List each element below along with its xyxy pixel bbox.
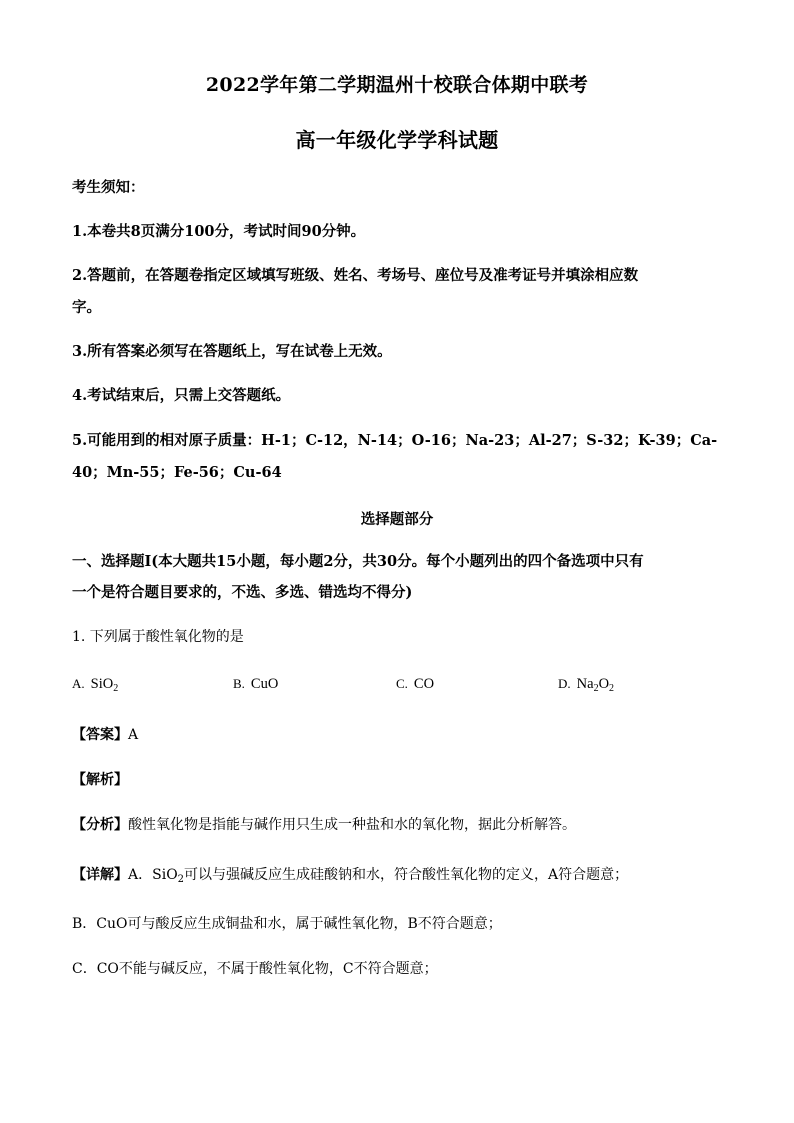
notice-item-5-line2: 40；Mn-55；Fe-56；Cu-64 xyxy=(72,464,282,481)
notice-heading: 考生须知： xyxy=(72,179,145,196)
option-d-formula-part2: O xyxy=(598,676,610,692)
question-1-stem: 1. 下列属于酸性氧化物的是 xyxy=(72,629,244,645)
notice-item-3: 3.所有答案必须写在答题纸上，写在试卷上无效。 xyxy=(72,343,392,360)
option-a-formula: SiO xyxy=(90,676,114,692)
answer-line xyxy=(72,724,138,746)
xiangjie-line xyxy=(72,864,628,891)
option-b-letter: B. xyxy=(233,676,245,691)
option-b-formula: CuO xyxy=(250,676,279,692)
question-1-options xyxy=(72,676,722,700)
option-a-subscript: 2 xyxy=(113,683,119,694)
option-c-formula: CO xyxy=(413,676,435,692)
option-d xyxy=(558,676,614,694)
notice-item-2-line2: 字。 xyxy=(72,299,101,316)
option-d-subscript1: 2 xyxy=(593,683,599,694)
fenxi-line xyxy=(72,814,576,836)
notice-item-1: 1.本卷共8页满分100分，考试时间90分钟。 xyxy=(72,223,366,240)
xiangjie-tag: 【详解】 xyxy=(72,867,128,883)
option-a xyxy=(72,676,118,694)
section-title: 选择题部分 xyxy=(360,511,434,528)
fenxi-tag: 【分析】 xyxy=(72,817,128,833)
answer-value: A xyxy=(128,727,139,743)
notice-item-5-line1: 5.可能用到的相对原子质量：H-1；C-12，N-14；O-16；Na-23；Al-27；S-32；K-39；Ca- xyxy=(72,432,718,449)
xiangjie-a-prefix: A． xyxy=(128,867,153,883)
option-a-letter: A. xyxy=(72,676,85,691)
xiangjie-a-formula: SiO xyxy=(152,867,178,883)
fenxi-text: 酸性氧化物是指能与碱作用只生成一种盐和水的氧化物，据此分析解答。 xyxy=(128,817,576,833)
option-d-formula-part1: Na xyxy=(576,676,594,692)
option-c xyxy=(396,676,434,693)
xiangjie-c-line: C．CO不能与碱反应，不属于酸性氧化物，C不符合题意； xyxy=(72,961,438,977)
option-b xyxy=(233,676,278,693)
option-c-letter: C. xyxy=(396,676,408,691)
xiangjie-a-text: 可以与强碱反应生成硅酸钠和水，符合酸性氧化物的定义，A符合题意； xyxy=(184,867,629,883)
analysis-tag: 【解析】 xyxy=(72,772,128,788)
notice-item-4: 4.考试结束后，只需上交答题纸。 xyxy=(72,387,291,404)
section-instruction-line2: 一个是符合题目要求的，不选、多选、错选均不得分) xyxy=(72,584,413,601)
analysis-line xyxy=(72,769,128,791)
xiangjie-b-line: B．CuO可与酸反应生成铜盐和水，属于碱性氧化物，B不符合题意； xyxy=(72,916,502,932)
notice-item-2-line1: 2.答题前，在答题卷指定区域填写班级、姓名、考场号、座位号及准考证号并填涂相应数 xyxy=(72,267,639,284)
section-instruction-line1: 一、选择题I(本大题共15小题，每小题2分，共30分。每个小题列出的四个备选项中只有 xyxy=(72,553,644,570)
option-d-subscript2: 2 xyxy=(609,683,615,694)
answer-tag: 【答案】 xyxy=(72,727,128,743)
exam-subtitle: 高一年级化学学科试题 xyxy=(295,128,499,152)
option-d-letter: D. xyxy=(558,676,571,691)
xiangjie-a-subscript: 2 xyxy=(177,874,185,885)
exam-title: 2022学年第二学期温州十校联合体期中联考 xyxy=(205,74,589,96)
